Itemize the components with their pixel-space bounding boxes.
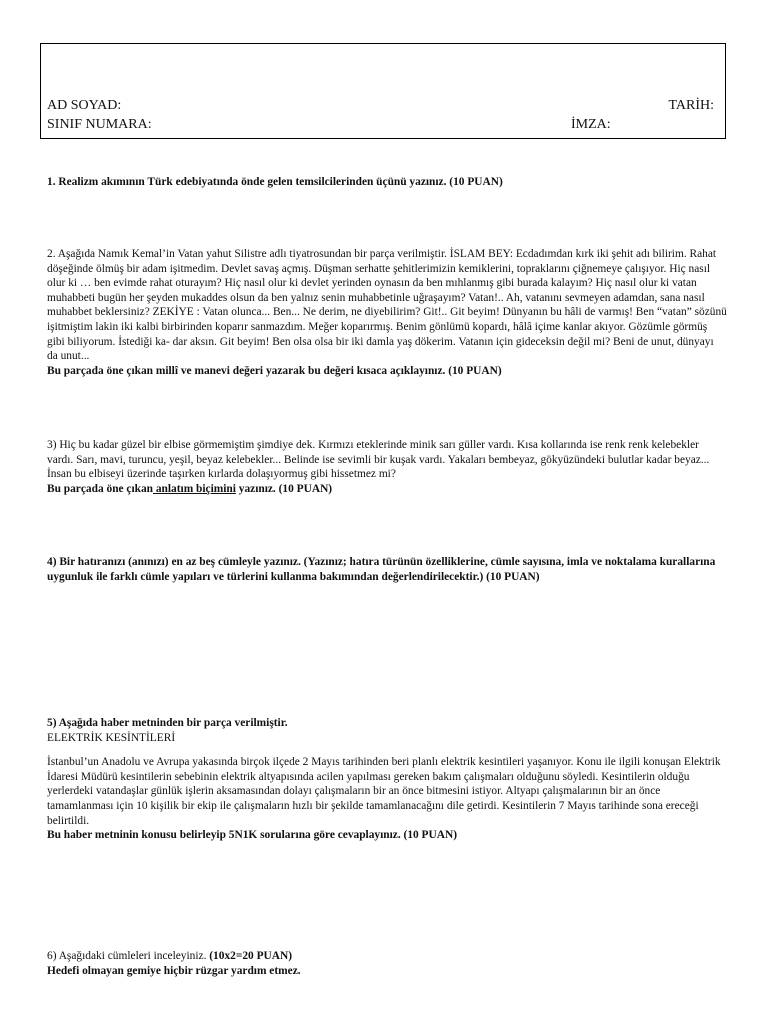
question-1-text: 1. Realizm akımının Türk edebiyatında önde gelen temsilcilerinden üçünü yazınız. (10 PUAN) (47, 176, 503, 188)
question-3-prompt-end: yazınız. (10 PUAN) (235, 482, 333, 495)
question-2-passage: 2. Aşağıda Namık Kemal’in Vatan yahut Silistre adlı tiyatrosundan bir parça verilmiştir. İSLAM BEY: Ecdadımdan kırk iki şehit adı bilirim. Rahat döşeğinde ölmüş bir adam işitmedim. Devlet savaş açmış. Düşman serhatte şehitlerimizin kemiklerini, topraklarını çiğnemeye çalışıyor. Hiç nasıl olur ki … ben evimde rahat oturayım? Hiç nasıl olur ki devlet yerinden oynasın da ben mıhlanmış gibi burada kalayım? Hiç nasıl olur ki vatan muhabbeti bugün her şeyden mukaddes olsun da ben yalnız senin muhabbetinle uğraşayım? Vatan!.. Ah, vatanını sevmeyen adamdan, sana nasıl muhabbet beklersiniz? ZEKİYE : Vatan olunca... Ben... Ne derim, ne diyebilirim? Git!.. Git beyim! Dünyanın bu hâli de varmış! Ben “vatan” sözünü işitmiştim lakin iki kalbi birbirinden koparır sanmazdım. Meğer koparırmış. Benim gönlümü kopardı, hâlâ içime kanlar akıyor. Gözümle görmüş gibi biliyorum. İstediği ka- dar aksın. Git beyim! Ben olsa olsa bir iki damla yaş dökerim. Vatanın için gideceksin değil mi? Beni de unut, dünyayı da unut... (47, 248, 727, 363)
class-number-label: SINIF NUMARA: (47, 117, 152, 132)
question-6-sentence: Hedefi olmayan gemiye hiçbir rüzgar yardım etmez. (47, 964, 301, 977)
name-label: AD SOYAD: (47, 98, 122, 113)
question-6 (47, 949, 727, 978)
question-5-intro: 5) Aşağıda haber metninden bir parça verilmiştir. (47, 717, 288, 729)
question-3-prompt-underlined: anlatım biçimini (153, 482, 236, 495)
question-3-passage: 3) Hiç bu kadar güzel bir elbise görmemiştim şimdiye dek. Kırmızı eteklerinde minik sarı güller vardı. Kısa kollarında ise renk renk kelebekler vardı. Sarı, mavi, turuncu, yeşil, beyaz kelebekler... Belinde ise sevimli bir kuşak vardı. Yakaları bembeyaz, gökyüzündeki bulutlar kadar beyaz... İnsan bu elbiseyi üzerinde taşırken kırlarda dolaşıyormuş gibi hissetmez mi? (47, 439, 710, 481)
question-1 (47, 175, 727, 190)
student-info-box (40, 43, 726, 139)
question-3-prompt-start: Bu parçada öne çıkan (47, 482, 154, 495)
question-6-intro-text: 6) Aşağıdaki cümleleri inceleyiniz. (47, 950, 210, 962)
signature-label: İMZA: (571, 117, 611, 132)
question-4 (47, 555, 727, 584)
question-2 (47, 247, 727, 378)
question-5 (47, 716, 727, 843)
news-passage: İstanbul’un Anadolu ve Avrupa yakasında birçok ilçede 2 Mayıs tarihinden beri planlı elektrik kesintileri yaşanıyor. Konu ile ilgili konuşan Elektrik İdaresi Müdürü kesintilerin sebebinin elektrik altyapısında acilen yapılması gereken bakım çalışmaları olduğunu söyledi. Kesintilerin olduğu yerlerdeki vatandaşlar günlük işlerin aksamasından dolayı çalışmaların bir an önce bitmesini istiyor. Altyapı çalışmalarının bir an önce tamamlanması için 10 kişilik bir ekip ile çalışmaların hızlı bir şekilde tamamlanacağını dile getirdi. Kesintilerin 7 Mayıs tarihinde sona ereceği belirtildi. (47, 756, 721, 827)
news-headline: ELEKTRİK KESİNTİLERİ (47, 731, 176, 744)
date-label: TARİH: (668, 98, 714, 113)
question-3-prompt (47, 482, 727, 497)
question-3 (47, 438, 727, 496)
question-2-prompt: Bu parçada öne çıkan millî ve manevi değeri yazarak bu değeri kısaca açıklayınız. (10 PUAN) (47, 364, 502, 377)
question-5-prompt: Bu haber metninin konusu belirleyip 5N1K sorularına göre cevaplayınız. (10 PUAN) (47, 829, 457, 842)
question-6-points: (10x2=20 PUAN) (209, 950, 292, 962)
question-6-intro (47, 949, 727, 964)
question-4-text: 4) Bir hatıranızı (anınızı) en az beş cümleyle yazınız. (Yazınız; hatıra türünün özelliklerine, cümle sayısına, imla ve noktalama kurallarına uygunluk ile farklı cümle yapıları ve türlerini kullanma bakımından değerlendirilecektir.) (10 PUAN) (47, 556, 716, 583)
